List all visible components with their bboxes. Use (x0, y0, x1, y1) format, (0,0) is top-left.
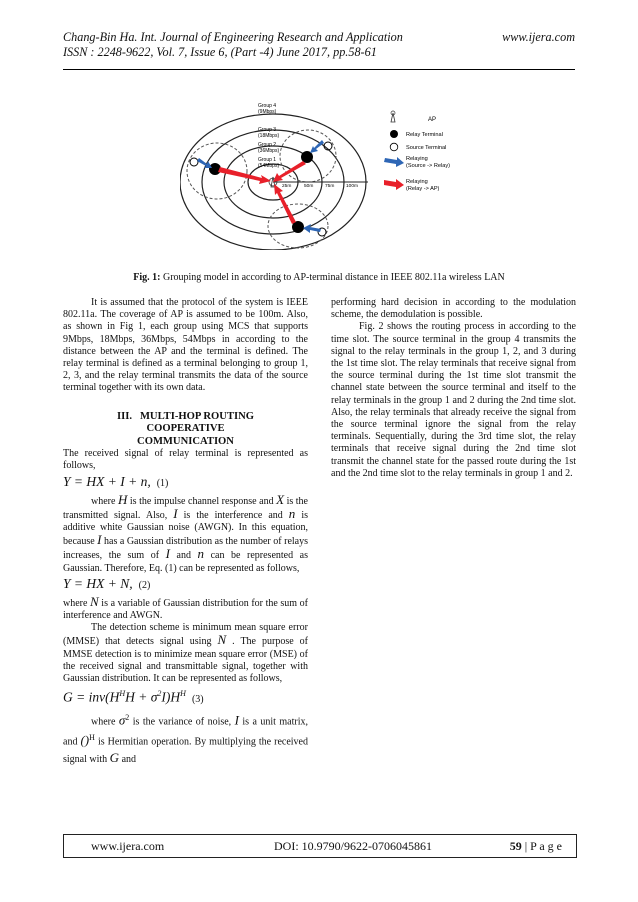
paragraph-received-signal: The received signal of relay terminal is represented as follows, (63, 448, 308, 472)
legend-source-icon (390, 143, 398, 151)
paragraph-where-h: where H is the impulse channel response and X is the transmitted signal. Also, I is the interference and n is additive white Gaussian noise (AWGN). In this equation, because I has a Gaussian distribution as the number of relays increases, the sum of I and n can be represented as Gaussian. Therefore, Eq. (1) can be represented as follows, (63, 491, 308, 574)
group-4-label: Group 4 (258, 103, 277, 109)
distance-25m: 25m (282, 184, 292, 189)
legend-relay: Relay Terminal (406, 132, 443, 138)
group-2-label: Group 2 (258, 142, 277, 148)
equation-1-number: (1) (156, 477, 169, 489)
issn-line: ISSN : 2248-9622, Vol. 7, Issue 6, (Part -4) June 2017, pp.58-61 (63, 45, 377, 59)
paragraph-routing-process: Fig. 2 shows the routing process in according to the time slot. The source terminal in the group 4 transmits the signal to the relay terminals in the group 1, 2, and 3 during the 1st time slot. The relay terminals that receive signal from the source terminal during the 1st time slot transmit the channel state between the source terminal and itself to the relay terminals in the group 1 and 2 during the 2nd time slot. Also, the relay terminals that already receive the signal from the source terminal ignore the signal from the relay terminals. Sequentially, during the 3rd time slot, the relay terminals that receive signal during the 2nd time slot transmit the channel state for the passed route during the 1st and the 2nd time slot to the relay terminals in group 1 and 2. (331, 321, 576, 479)
journal-title: Chang-Bin Ha. Int. Journal of Engineering Research and Application (63, 30, 403, 44)
source-terminal-left (190, 158, 198, 166)
equation-2-number: (2) (138, 579, 151, 591)
legend-ap: AP (428, 117, 437, 123)
equation-3-number: (3) (191, 693, 204, 705)
equation-1 (63, 474, 308, 492)
figure-caption (63, 272, 575, 283)
equation-2-body: Y = HX + N, (63, 575, 133, 591)
paragraph-where-n: where N is a variable of Gaussian distribution for the sum of interference and AWGN. (63, 593, 308, 621)
footer-page (510, 835, 562, 857)
section-heading (63, 411, 308, 449)
group-1-label: Group 1 (258, 157, 277, 163)
legend-relaying-ap-1: Relaying (406, 179, 428, 185)
equation-2 (63, 576, 308, 594)
paragraph-hard-decision: performing hard decision in according to the modulation scheme, the demodulation is possible. (331, 297, 576, 321)
group-3-rate: (18Mbps) (258, 133, 280, 139)
group-4-rate: (9Mbps) (258, 109, 277, 115)
section-title-line-2: COOPERATIVE (146, 423, 225, 435)
right-column (331, 297, 576, 480)
page-footer (63, 834, 577, 858)
section-title-line-3: COMMUNICATION (137, 435, 234, 447)
equation-3: $G = inv(H^HH + \sigma^2I)H^H$ (3) (63, 689, 204, 705)
footer-website: www.ijera.com (91, 839, 165, 853)
paragraph-mmse: The detection scheme is minimum mean square error (MMSE) that detects signal using N . The purpose of MMSE detection is to minimize mean square error (MSE) of the received signal and transmittable signal, together with Gaussian distribution. It can be represented as follows, (63, 622, 308, 684)
legend-relaying-src-1: Relaying (406, 156, 428, 162)
section-number: III. (116, 410, 132, 422)
legend-relaying-ap-2: (Relay -> AP) (406, 186, 440, 192)
figure-legend (384, 111, 450, 192)
legend-relaying-src-2: (Source -> Relay) (406, 163, 450, 169)
distance-50m: 50m (304, 184, 314, 189)
caption-label: Fig. 1: (133, 272, 161, 283)
legend-ap-icon (391, 111, 395, 122)
group-3-label: Group 3 (258, 127, 277, 133)
page-number: 59 (509, 839, 522, 853)
header-rule (63, 69, 575, 70)
equation-1-body: Y = HX + I + n, (63, 473, 151, 489)
legend-source: Source Terminal (406, 145, 447, 151)
relay-terminal-left (209, 163, 221, 175)
distance-100m: 100m (346, 184, 358, 189)
caption-text: Grouping model in according to AP-terminal distance in IEEE 802.11a wireless LAN (160, 272, 505, 283)
group-2-rate: (36Mbps) (258, 148, 280, 154)
footer-doi: DOI: 10.9790/9622-0706045861 (274, 839, 432, 853)
distance-75m: 75m (325, 184, 335, 189)
figure-grouping-model (180, 102, 590, 250)
left-column (63, 297, 308, 768)
paragraph-assumption: It is assumed that the protocol of the system is IEEE 802.11a. The coverage of AP is assumed to be 100m. Also, as shown in Fig 1, each group using MCS that supports 9Mbps, 18Mbps, 36Mbps, 54Mbps in according to the distance between the AP and the terminal is defined. The relay terminal is defined as a terminal belonging to group 1, 2, 3, and the relay terminal transmits the data of the source terminal together with its own data. (63, 297, 308, 394)
group-1-rate: (54Mbps) (258, 163, 280, 169)
page-header (63, 30, 575, 60)
section-title-line-1: MULTI-HOP ROUTING (139, 410, 255, 422)
legend-relay-arrow-icon (384, 179, 404, 190)
legend-source-arrow-icon (384, 157, 404, 167)
page-label: | P a g e (521, 839, 562, 853)
legend-relay-icon (390, 130, 398, 138)
paragraph-where-sigma: where $\sigma^2$ is the variance of noise, I is a unit matrix, and ()$^H$ is Hermitian operation. By multiplying the received signal with G and (63, 712, 308, 766)
header-website: www.ijera.com (502, 30, 575, 44)
